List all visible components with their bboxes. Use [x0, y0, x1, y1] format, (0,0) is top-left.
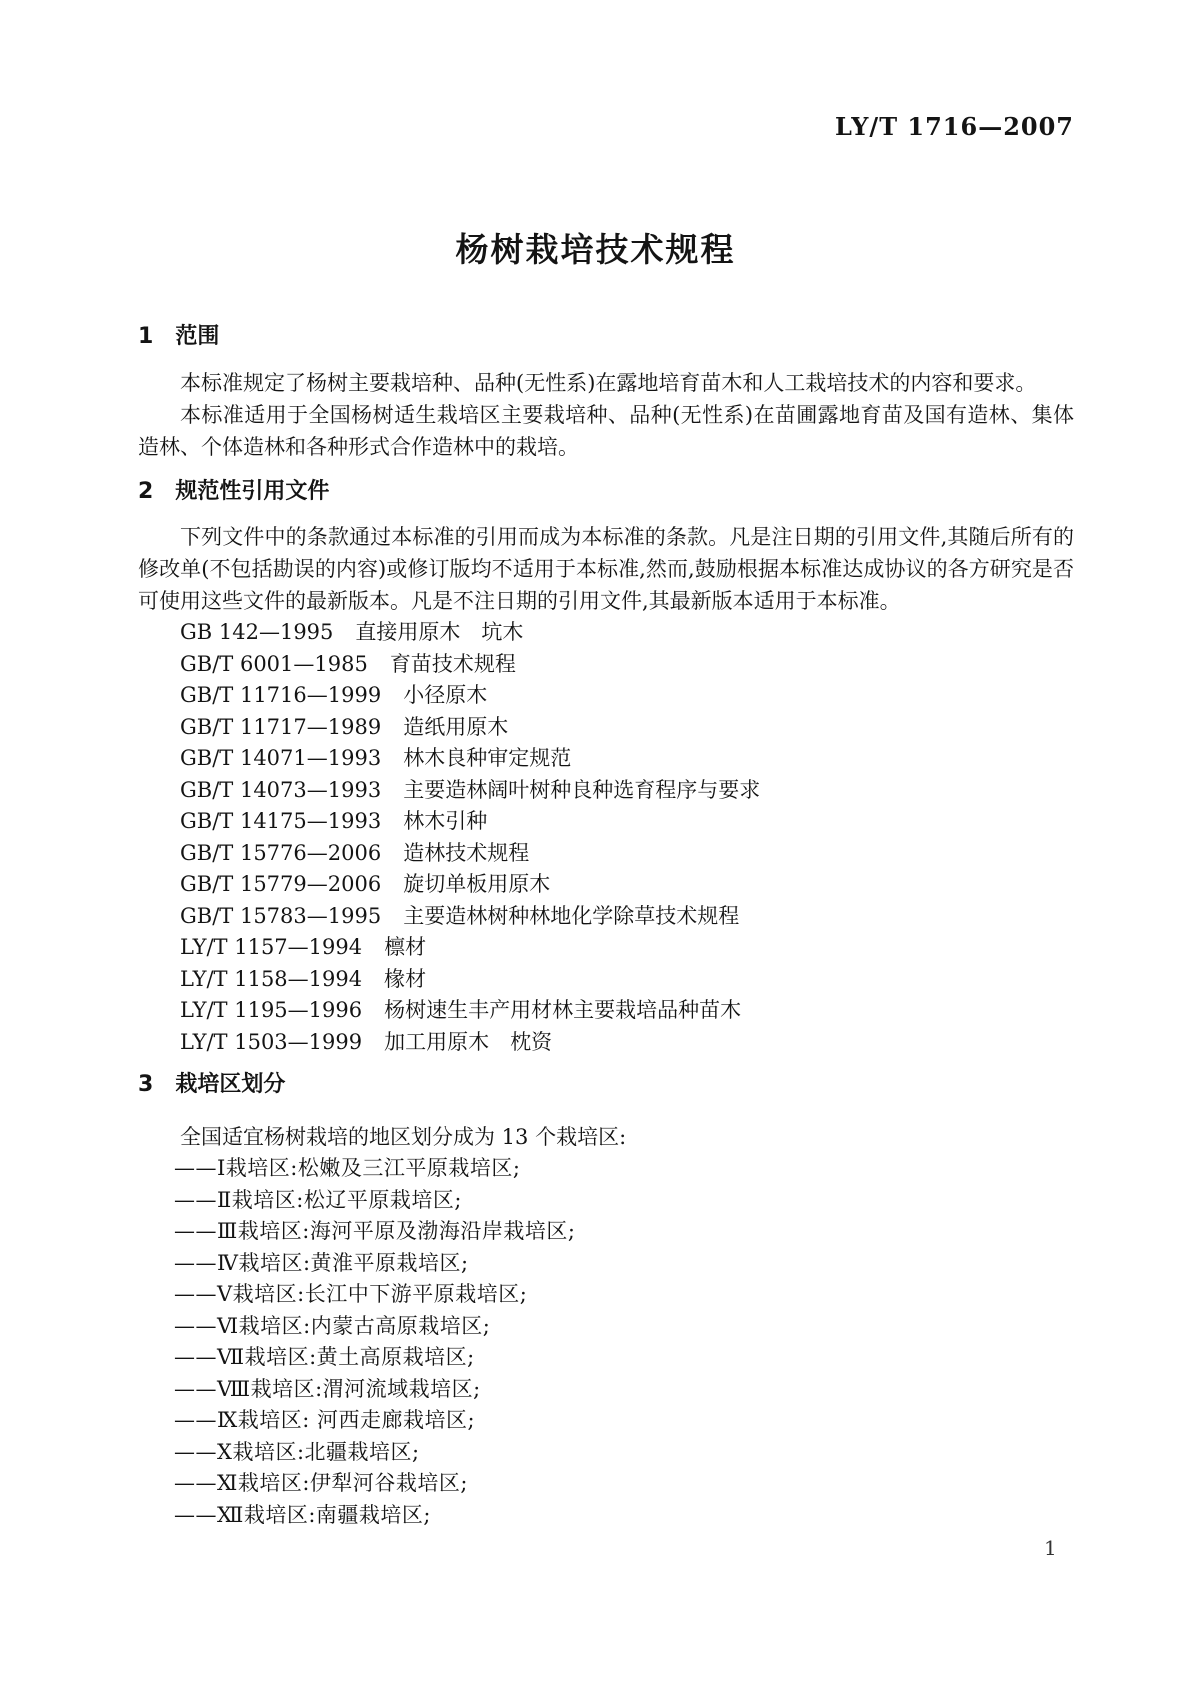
zone-item: ——Ⅻ栽培区:南疆栽培区; [174, 1502, 431, 1527]
reference-title: 椽材 [384, 966, 427, 991]
reference-item [180, 649, 1074, 681]
paragraph: 下列文件中的条款通过本标准的引用而成为本标准的条款。凡是注日期的引用文件,其随后所有的修改单(不包括勘误的内容)或修订版均不适用于本标准,然而,鼓励根据本标准达成协议的各方研究是否可使用这些文件的最新版本。凡是不注日期的引用文件,其最新版本适用于本标准。 [138, 525, 1074, 613]
reference-title: 主要造林阔叶树种良种选育程序与要求 [403, 777, 761, 802]
paragraph: 本标准规定了杨树主要栽培种、品种(无性系)在露地培育苗木和人工栽培技术的内容和要求。 [180, 371, 1037, 395]
reference-code: GB/T 14071—1993 [180, 746, 382, 770]
reference-code: LY/T 1158—1994 [180, 966, 363, 991]
section-number: 2 [138, 479, 154, 504]
standard-code: LY/T 1716—2007 [834, 112, 1074, 141]
section-heading-text: 栽培区划分 [175, 1072, 286, 1097]
zone-item: ——Ⅸ栽培区: 河西走廊栽培区; [174, 1408, 476, 1432]
reference-title: 主要造林树种林地化学除草技术规程 [403, 903, 740, 928]
section-heading [138, 322, 1074, 352]
document-body [138, 322, 1074, 1531]
paragraph: 全国适宜杨树栽培的地区划分成为 13 个栽培区: [180, 1125, 627, 1149]
reference-list [138, 617, 1074, 1058]
reference-item [180, 901, 1074, 933]
reference-item [180, 680, 1074, 712]
document-title: 杨树栽培技术规程 [455, 230, 736, 269]
reference-title: 旋切单板用原木 [403, 872, 551, 896]
reference-title: 育苗技术规程 [389, 651, 516, 676]
reference-title: 加工用原木 枕资 [384, 1029, 553, 1054]
zone-list [138, 1153, 1074, 1531]
section-heading [138, 1070, 1074, 1100]
zone-item: ——Ⅳ栽培区:黄淮平原栽培区; [174, 1250, 469, 1275]
reference-code: LY/T 1157—1994 [180, 935, 363, 959]
section-number: 1 [138, 324, 154, 349]
reference-title: 林木良种审定规范 [403, 746, 572, 770]
reference-item [180, 995, 1074, 1027]
reference-item [180, 775, 1074, 807]
reference-title: 林木引种 [403, 809, 488, 833]
section-number: 3 [138, 1072, 154, 1097]
reference-item [180, 806, 1074, 838]
reference-item [180, 1027, 1074, 1059]
section-normative-references [138, 477, 1074, 1058]
section-heading-text: 范围 [175, 324, 220, 349]
zone-item: ——Ⅱ栽培区:松辽平原栽培区; [174, 1187, 462, 1212]
reference-title: 造纸用原木 [403, 714, 509, 739]
reference-item [180, 964, 1074, 996]
zone-item: ——Ⅺ栽培区:伊犁河谷栽培区; [174, 1471, 468, 1495]
reference-item [180, 712, 1074, 744]
zone-item: ——Ⅵ栽培区:内蒙古高原栽培区; [174, 1313, 491, 1338]
reference-item [180, 743, 1074, 775]
reference-title: 杨树速生丰产用材林主要栽培品种苗木 [384, 998, 742, 1022]
section-heading-text: 规范性引用文件 [175, 479, 330, 504]
reference-item [180, 869, 1074, 901]
reference-item [180, 838, 1074, 870]
zone-item: ——Ⅲ栽培区:海河平原及渤海沿岸栽培区; [174, 1219, 576, 1243]
section-cultivation-zones [138, 1070, 1074, 1531]
reference-code: GB 142—1995 [180, 620, 334, 644]
reference-code: GB/T 14073—1993 [180, 777, 382, 802]
paragraph: 本标准适用于全国杨树适生栽培区主要栽培种、品种(无性系)在苗圃露地育苗及国有造林、集体造林、个体造林和各种形式合作造林中的栽培。 [138, 403, 1074, 459]
zone-item: ——Ⅷ栽培区:渭河流域栽培区; [174, 1376, 481, 1401]
reference-title: 檩材 [384, 935, 427, 959]
reference-title: 小径原木 [403, 683, 488, 707]
reference-title: 造林技术规程 [403, 840, 530, 865]
reference-code: LY/T 1503—1999 [180, 1029, 363, 1054]
zone-item: ——Ⅴ栽培区:长江中下游平原栽培区; [174, 1282, 528, 1306]
zone-item: ——Ⅶ栽培区:黄土高原栽培区; [174, 1345, 475, 1369]
reference-item [180, 932, 1074, 964]
reference-item [180, 617, 1074, 649]
reference-code: GB/T 11716—1999 [180, 683, 382, 707]
section-scope [138, 322, 1074, 463]
reference-code: LY/T 1195—1996 [180, 998, 363, 1022]
reference-code: GB/T 11717—1989 [180, 714, 382, 739]
reference-code: GB/T 14175—1993 [180, 809, 382, 833]
zone-item: ——Ⅹ栽培区:北疆栽培区; [174, 1439, 420, 1464]
section-heading [138, 477, 1074, 507]
page-number: 1 [1044, 1536, 1057, 1560]
zone-item: ——Ⅰ栽培区:松嫩及三江平原栽培区; [174, 1156, 521, 1180]
reference-code: GB/T 15779—2006 [180, 872, 382, 896]
reference-code: GB/T 15776—2006 [180, 840, 382, 865]
reference-code: GB/T 15783—1995 [180, 903, 382, 928]
reference-title: 直接用原木 坑木 [355, 620, 524, 644]
reference-code: GB/T 6001—1985 [180, 651, 368, 676]
